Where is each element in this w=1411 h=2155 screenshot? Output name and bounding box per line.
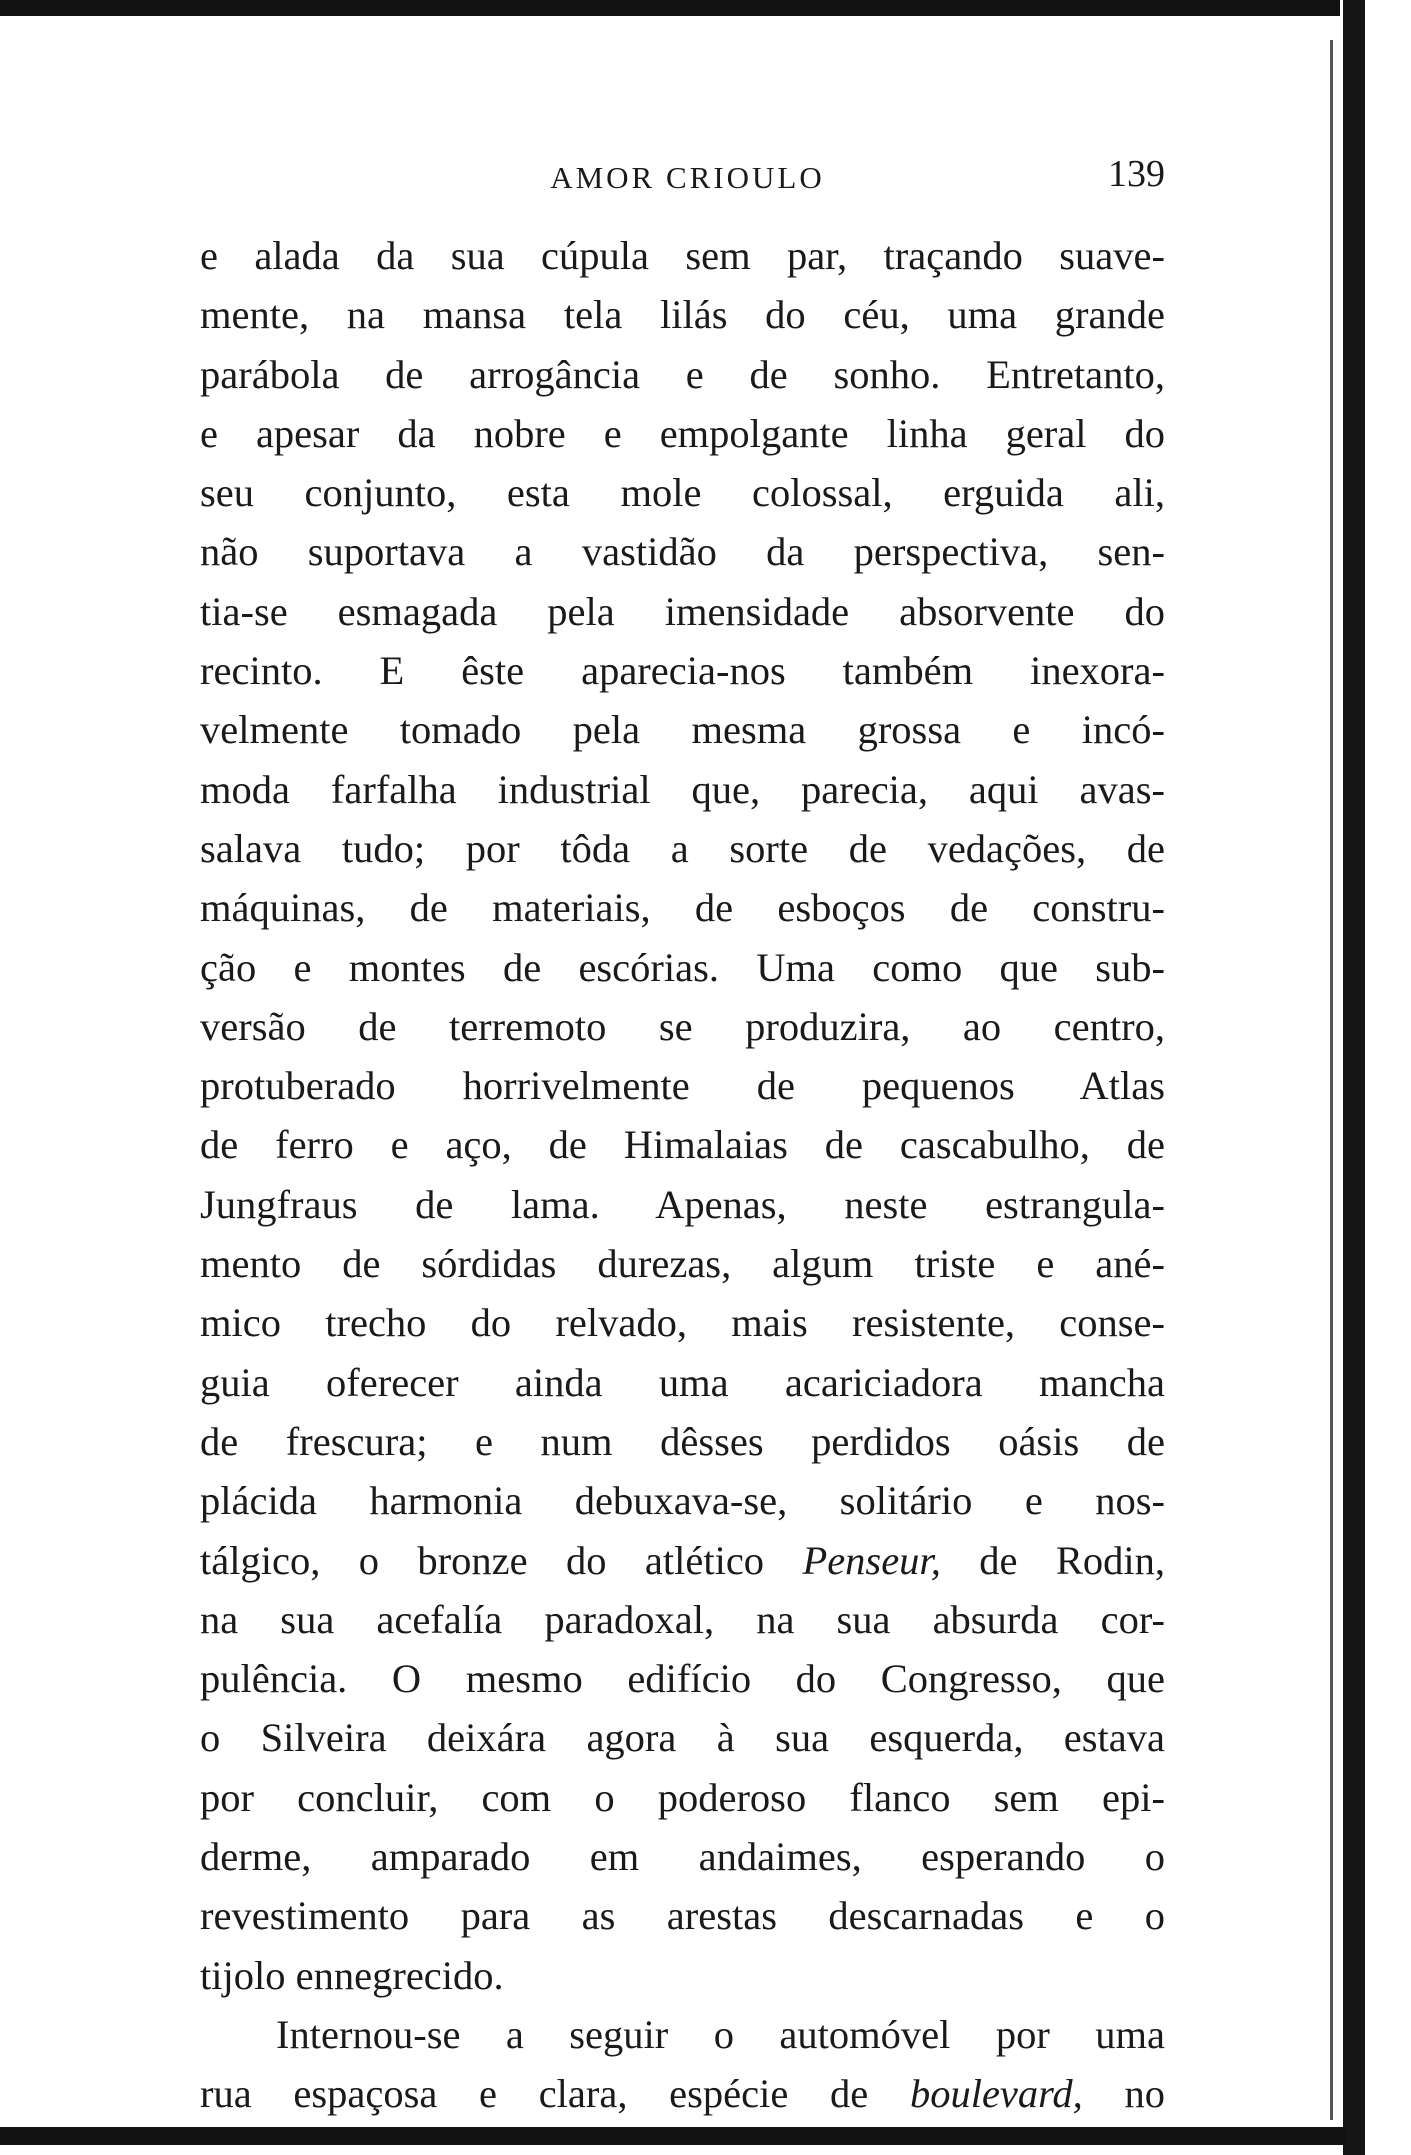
text-line: Jungfraus de lama. Apenas, neste estrangula- [200, 1181, 1165, 1227]
text-line-with-italic [200, 2064, 1165, 2123]
body-text [200, 226, 1165, 2124]
text-segment: de Rodin, [940, 1537, 1165, 1583]
italic-word-boulevard: boulevard, [909, 2071, 1083, 2117]
text-line: versão de terremoto se produzira, ao centro, [200, 1003, 1165, 1049]
text-segment: tálgico, o bronze do atlético [200, 1537, 803, 1583]
text-line: o Silveira deixára agora à sua esquerda, estava [200, 1715, 1165, 1761]
page-number: 139 [1108, 153, 1165, 195]
text-line: seu conjunto, esta mole colossal, erguida ali, [200, 470, 1165, 516]
text-line: parábola de arrogância e de sonho. Entretanto, [200, 351, 1165, 397]
text-segment: rua espaçosa e clara, espécie de [200, 2071, 910, 2117]
text-line: não suportava a vastidão da perspectiva, sen- [200, 529, 1165, 575]
text-line: de ferro e aço, de Himalaias de cascabulho, de [200, 1122, 1165, 1168]
text-line: guia oferecer ainda uma acariciadora mancha [200, 1359, 1165, 1405]
text-line: e alada da sua cúpula sem par, traçando suave- [200, 233, 1165, 278]
text-line-with-italic [200, 1531, 1165, 1590]
text-line: recinto. E êste aparecia-nos também inexora- [200, 648, 1165, 694]
text-line: plácida harmonia debuxava-se, solitário e nos- [200, 1478, 1165, 1524]
text-line: máquinas, de materiais, de esboços de constru- [200, 885, 1165, 931]
text-line: derme, amparado em andaimes, esperando o [200, 1834, 1165, 1880]
text-line: mico trecho do relvado, mais resistente, conse- [200, 1300, 1165, 1346]
text-line: tia-se esmagada pela imensidade absorvente do [200, 588, 1165, 634]
text-line: mente, na mansa tela lilás do céu, uma grande [200, 292, 1165, 338]
text-line: na sua acefalía paradoxal, na sua absurda cor- [200, 1596, 1165, 1642]
italic-title-penseur: Penseur, [802, 1537, 941, 1583]
text-line: mento de sórdidas durezas, algum triste e ané- [200, 1241, 1165, 1287]
text-line: moda farfalha industrial que, parecia, aqui avas- [200, 766, 1165, 812]
text-line: ção e montes de escórias. Uma como que sub- [200, 944, 1165, 990]
text-line: e apesar da nobre e empolgante linha geral do [200, 410, 1165, 456]
text-line: salava tudo; por tôda a sorte de vedações, de [200, 825, 1165, 871]
running-head [200, 153, 1175, 202]
paragraph-start-line: Internou-se a seguir o automóvel por uma [276, 2011, 1165, 2057]
running-title: AMOR CRIOULO [550, 160, 825, 195]
text-line: pulência. O mesmo edifício do Congresso, que [200, 1656, 1165, 1702]
text-segment: no [1082, 2071, 1165, 2117]
text-line: protuberado horrivelmente de pequenos Atlas [200, 1063, 1165, 1109]
text-line: velmente tomado pela mesma grossa e incó- [200, 707, 1165, 753]
text-line: por concluir, com o poderoso flanco sem epi- [200, 1774, 1165, 1820]
paragraph-end-line: tijolo ennegrecido. [200, 1952, 504, 1998]
text-line: de frescura; e num dêsses perdidos oásis de [200, 1418, 1165, 1464]
text-line: revestimento para as arestas descarnadas e o [200, 1893, 1165, 1939]
